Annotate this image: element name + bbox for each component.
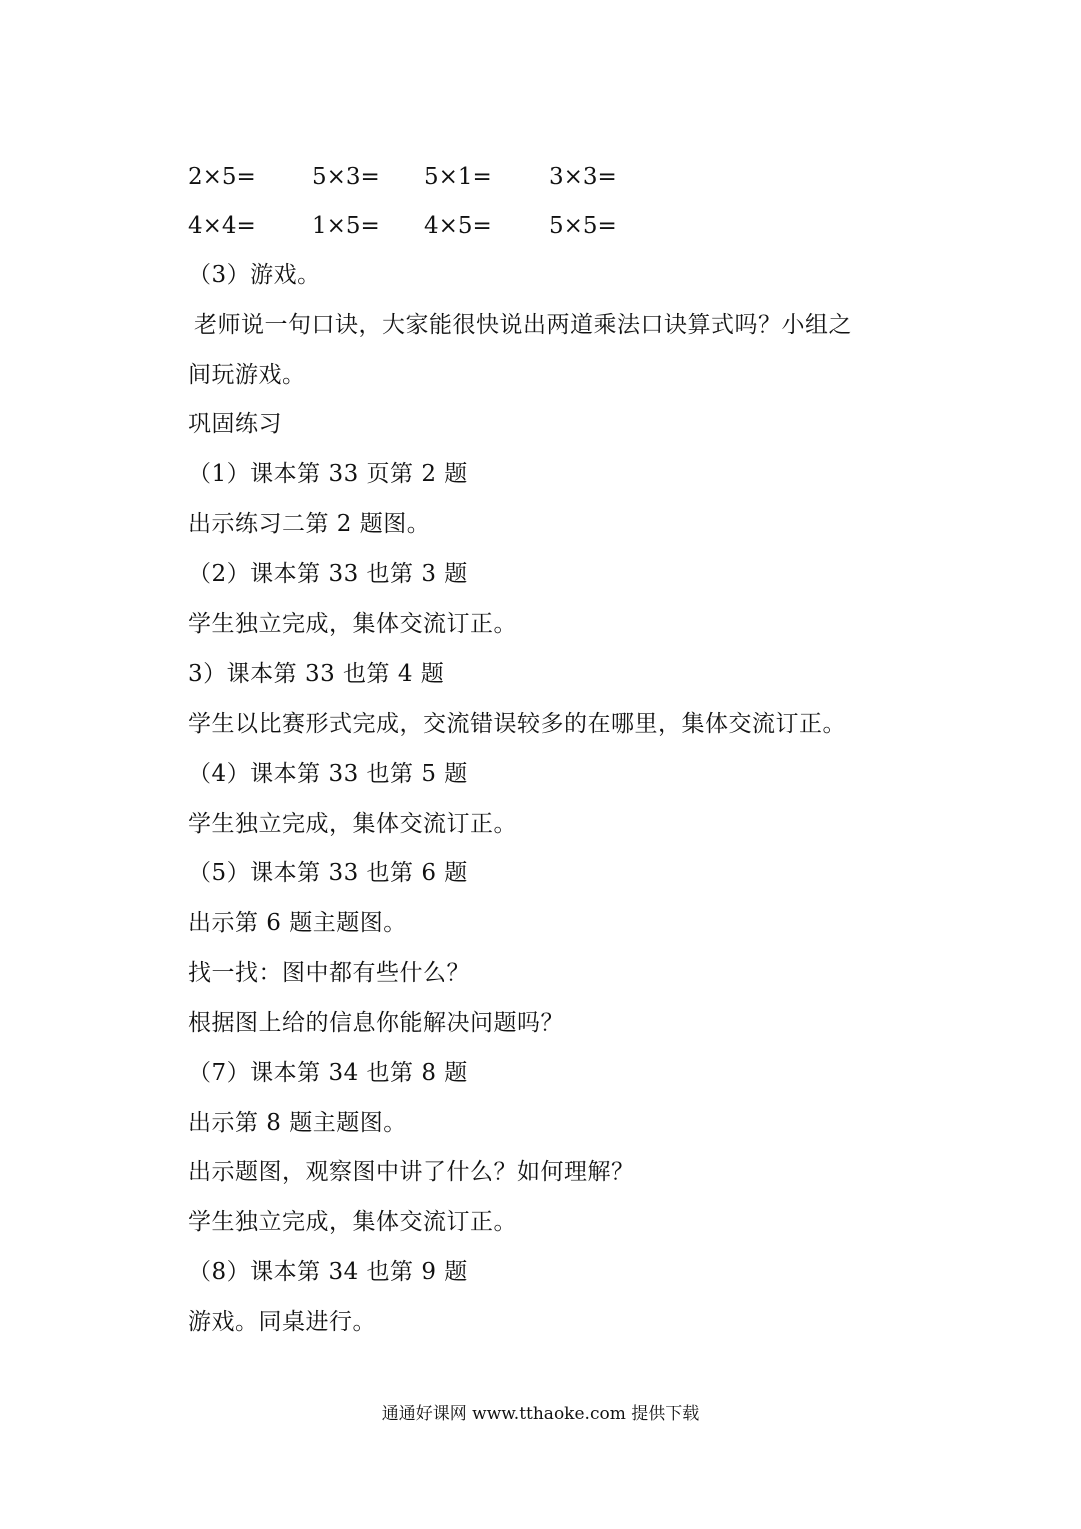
text-line: 出示练习二第 2 题图。 — [188, 511, 431, 537]
text-line: 老师说一句口诀，大家能很快说出两道乘法口诀算式吗？小组之 — [194, 312, 852, 338]
math-cell: 4×5= — [424, 213, 492, 239]
math-cell: 3×3= — [549, 164, 617, 190]
text-line: （4）课本第 33 也第 5 题 — [188, 761, 468, 787]
math-cell: 5×5= — [549, 213, 617, 239]
text-line: （1）课本第 33 页第 2 题 — [188, 461, 468, 487]
text-line: （2）课本第 33 也第 3 题 — [188, 561, 468, 587]
math-cell: 5×3= — [312, 164, 380, 190]
math-cell: 1×5= — [312, 213, 380, 239]
text-line: 间玩游戏。 — [188, 362, 306, 388]
text-line: （7）课本第 34 也第 8 题 — [188, 1060, 468, 1086]
text-line: （8）课本第 34 也第 9 题 — [188, 1259, 468, 1285]
text-line: 游戏。同桌进行。 — [188, 1309, 376, 1335]
text-line: （3）游戏。 — [188, 262, 321, 288]
text-line: 出示题图，观察图中讲了什么？如何理解？ — [188, 1159, 635, 1185]
text-line: 根据图上给的信息你能解决问题吗？ — [188, 1010, 564, 1036]
math-cell: 5×1= — [424, 164, 492, 190]
text-line: 出示第 8 题主题图。 — [188, 1110, 407, 1136]
section-heading: 巩固练习 — [188, 411, 282, 437]
text-line: 出示第 6 题主题图。 — [188, 910, 407, 936]
math-cell: 4×4= — [188, 213, 256, 239]
text-line: 学生以比赛形式完成，交流错误较多的在哪里，集体交流订正。 — [188, 711, 846, 737]
text-line: 3）课本第 33 也第 4 题 — [188, 661, 445, 687]
text-line: 学生独立完成，集体交流订正。 — [188, 811, 517, 837]
page-footer: 通通好课网 www.tthaoke.com 提供下载 — [381, 1404, 700, 1424]
text-line: 学生独立完成，集体交流订正。 — [188, 611, 517, 637]
text-line: （5）课本第 33 也第 6 题 — [188, 860, 468, 886]
text-line: 学生独立完成，集体交流订正。 — [188, 1209, 517, 1235]
text-line: 找一找：图中都有些什么？ — [188, 960, 470, 986]
math-cell: 2×5= — [188, 164, 256, 190]
